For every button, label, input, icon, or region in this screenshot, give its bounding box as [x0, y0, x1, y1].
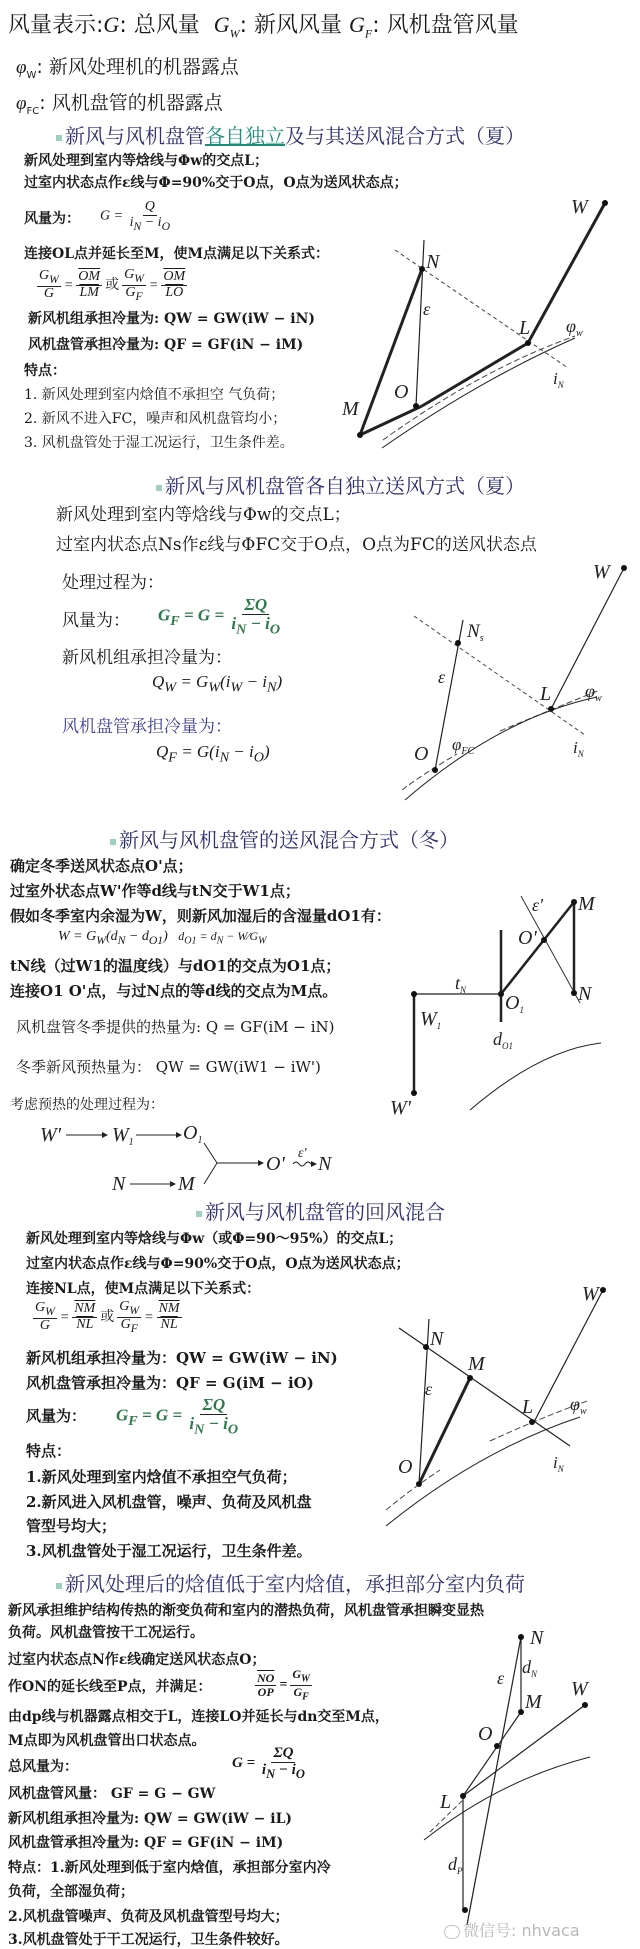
symbol-gf-sub: F	[364, 26, 373, 41]
svg-text:W: W	[593, 561, 610, 583]
s5-line: 特点：1.新风处理到低于室内焓值，承担部分室内冷	[8, 1860, 331, 1876]
s1-line: 连接OL点并延长至M，使M点满足以下关系式：	[24, 246, 330, 262]
s4-line: 2.新风进入风机盘管，噪声、负荷及风机盘	[26, 1493, 312, 1511]
s1-line: 新风处理到室内等焓线与Φw的交点L；	[24, 153, 269, 169]
phi-w-desc: : 新风处理机的机器露点	[36, 56, 239, 78]
s4-line: 管型号均大；	[26, 1517, 117, 1535]
svg-text:φw: $\varphi_w$	[585, 681, 602, 704]
s2-formula-qf: $Q_F = G(i_N - i_O)$	[156, 742, 270, 766]
svg-text:iN: $i_N$	[553, 1453, 564, 1474]
legend-prefix: 风量表示:	[8, 13, 104, 38]
svg-text:N: N	[578, 983, 592, 1005]
svg-text:dO1: $d_{O1}$	[493, 1029, 513, 1051]
title-text: 新风与风机盘管各自独立送风方式（夏）	[165, 474, 525, 498]
phi-symbol: φ	[16, 57, 27, 78]
s1-label: 风量为：	[24, 211, 80, 227]
symbol-gf: G	[349, 12, 365, 37]
svg-text:N: N	[430, 1328, 444, 1350]
s5-line: 由dp线与机器露点相交于L，连接LO并延长与dn交至M点，	[8, 1709, 389, 1725]
s1-line: 风机盘管承担冷量为: QF = GF(iN − iM)	[28, 337, 304, 353]
svg-text:L: L	[540, 683, 552, 705]
title-text: 新风处理后的焓值低于室内焓值，承担部分室内负荷	[65, 1572, 525, 1596]
svg-text:φw: $\varphi_w$	[566, 316, 583, 339]
title-text: 新风与风机盘管的送风混合方式（冬）	[119, 828, 459, 852]
svg-text:N: N	[426, 251, 440, 273]
s2-label: 风量为：	[62, 611, 130, 631]
svg-text:M: M	[342, 398, 359, 420]
s1-line: 新风机组承担冷量为: QW = GW(iW − iN)	[28, 311, 315, 327]
svg-text:O': O'	[266, 1153, 285, 1175]
s5-line: 风机盘管承担冷量为: QF = GF(iN − iM)	[8, 1835, 284, 1851]
legend-gf-desc: : 风机盘管风量	[372, 13, 519, 38]
s4-ratio-formula: $\frac{G_W}{G}$ = $\frac{\overline{NM}}{NL}$ 或 $\frac{G_W}{G_F}$ = $\frac{\overline{NM}}{NL}$	[35, 1299, 180, 1335]
svg-text:M: M	[525, 1691, 542, 1713]
svg-text:O1: $O_1$	[183, 1122, 203, 1146]
svg-text:ε': ε'	[532, 895, 543, 915]
svg-text:L: L	[522, 1396, 534, 1418]
svg-text:O: O	[414, 743, 429, 765]
s4-formula-gf: $G_F = G$ = $\frac{\Sigma Q}{i_N - i_O}$	[116, 1395, 239, 1438]
s5-label: 总风量为：	[8, 1759, 78, 1775]
svg-text:tN: $t_N$	[455, 973, 467, 995]
s5-line: 风机盘管风量： GF = G − GW	[8, 1786, 216, 1802]
legend-gw-desc: : 新风风量	[239, 13, 343, 38]
s5-line: 作ON的延长线至P点，并满足：	[8, 1679, 212, 1695]
s4-line: 新风处理到室内等焓线与Φw（或Φ=90～95%）的交点L；	[26, 1231, 403, 1247]
svg-text:L: L	[440, 1791, 452, 1813]
s5-line: 负荷，全部湿负荷；	[8, 1884, 134, 1900]
svg-text:iN: $i_N$	[573, 738, 584, 759]
svg-text:ε: ε	[497, 1668, 505, 1688]
svg-text:ε: ε	[423, 299, 431, 319]
s2-formula-qw: $Q_W = G_W(i_W - i_N)$	[152, 672, 283, 696]
svg-text:O: O	[398, 1456, 413, 1478]
svg-text:ε: ε	[425, 1379, 433, 1399]
s3-line: 过室外状态点W'作等d线与tN交于W1点；	[10, 882, 300, 900]
svg-text:dN: $d_N$	[522, 1657, 538, 1679]
s2-formula-gf: $G_F = G$ = $\frac{\Sigma Q}{i_N - i_O}$	[158, 595, 281, 638]
title-text: 新风与风机盘管	[65, 124, 205, 148]
s1-formula-g: G = $\frac{Q}{i_N - i_O}$	[100, 199, 170, 233]
s5-line: M点即为风机盘管出口状态点。	[8, 1733, 206, 1749]
svg-text:Ns: $N_s$	[467, 621, 484, 644]
s1-line: 3. 风机盘管处于湿工况运行，卫生条件差。	[24, 435, 294, 451]
svg-text:ε: ε	[438, 667, 446, 687]
watermark	[444, 1918, 580, 1941]
s5-formula-g: G = $\frac{\Sigma Q}{i_N - i_O}$	[232, 1745, 305, 1781]
svg-text:N: N	[318, 1153, 332, 1175]
s4-line: 风机盘管承担冷量为：QF = G(iM − iO)	[26, 1374, 314, 1392]
title-text: 及与其送风混合方式（夏）	[285, 124, 525, 148]
s4-line: 连接NL点，使M点满足以下关系式：	[26, 1281, 261, 1297]
svg-text:ε': ε'	[298, 1146, 307, 1161]
legend-g-desc: : 总风量	[119, 13, 200, 38]
title-highlight-link[interactable]: 各自独立	[205, 124, 285, 148]
svg-text:W: W	[582, 1283, 599, 1305]
svg-text:W: W	[571, 1678, 588, 1700]
svg-text:O': O'	[518, 927, 537, 949]
svg-text:φFC: $\varphi_{FC}$	[452, 735, 475, 757]
s5-line: 新风机组承担冷量为: QW = GW(iW − iL)	[8, 1811, 293, 1827]
s3-line: 假如冬季室内余湿为W，则新风加湿后的含湿量dO1有：	[10, 907, 391, 925]
s4-line: 过室内状态点作ε线与Φ=90%交于O点，O点为送风状态点；	[26, 1256, 410, 1272]
svg-text:M: M	[178, 1173, 195, 1195]
svg-text:W': W'	[390, 1097, 411, 1119]
s1-line: 特点：	[24, 363, 66, 379]
phi-w-sub: W	[26, 69, 37, 81]
svg-text:N: N	[530, 1627, 544, 1649]
svg-text:O: O	[478, 1723, 493, 1745]
s3-line: tN线（过W1的温度线）与dO1的交点为O1点；	[10, 957, 341, 975]
svg-text:O1: $O_1$	[505, 992, 524, 1015]
symbol-g: G	[103, 12, 120, 37]
s3-line: 风机盘管冬季提供的热量为: Q = GF(iM − iN)	[16, 1018, 335, 1036]
s1-line: 过室内状态点作ε线与Φ=90%交于O点，O点为送风状态点；	[24, 175, 408, 191]
s2-line: 风机盘管承担冷量为：	[62, 717, 232, 737]
svg-text:dP: $d_P$	[448, 1854, 463, 1876]
svg-text:W': W'	[40, 1124, 61, 1146]
svg-text:M: M	[468, 1353, 485, 1375]
s3-line: 确定冬季送风状态点O'点；	[10, 857, 193, 875]
svg-text:W1: $W_1$	[112, 1124, 134, 1148]
svg-text:M: M	[578, 893, 595, 915]
watermark-text: 微信号: nhvaca	[463, 1921, 580, 1940]
s1-ratio-formula: $\frac{G_W}{G}$ = $\frac{\overline{OM}}{LM}$ 或 $\frac{G_W}{G_F}$ = $\frac{\overline{OM}}{LO}$	[39, 267, 186, 303]
svg-text:W: W	[571, 196, 588, 218]
svg-text:L: L	[519, 317, 531, 339]
s5-line: 过室内状态点N作ε线确定送风状态点O；	[8, 1652, 266, 1668]
s5-line: 2.风机盘管噪声、负荷及风机盘管型号均大；	[8, 1909, 289, 1925]
s3-line: 考虑预热的处理过程为：	[10, 1097, 164, 1113]
s4-line: 新风机组承担冷量为：QW = GW(iW − iN)	[26, 1349, 338, 1367]
s3-formula-w: $W = G_W(d_N - d_{O1}) d_{O1} = d_N$ − $W⁄G_W$	[58, 929, 267, 947]
s2-line: 处理过程为：	[62, 573, 164, 593]
svg-text:φw: $\varphi_w$	[570, 1394, 587, 1417]
s3-line: 连接O1 O'点，与过N点的等d线的交点为M点。	[10, 982, 338, 1000]
phi-symbol: φ	[16, 93, 27, 114]
symbol-gw: G	[213, 12, 230, 37]
svg-text:iN: $i_N$	[553, 369, 564, 390]
s4-line: 特点：	[26, 1442, 72, 1460]
svg-text:N: N	[112, 1173, 126, 1195]
s1-line: 1. 新风处理到室内焓值不承担空 气负荷；	[24, 387, 285, 403]
s2-line: 过室内状态点Ns作ε线与ΦFC交于O点，O点为FC的送风状态点	[56, 535, 537, 555]
s2-line: 新风处理到室内等焓线与Φw的交点L；	[56, 505, 351, 525]
s5-line: 3.风机盘管处于干工况运行，卫生条件较好。	[8, 1932, 289, 1948]
s5-line: 新风承担维护结构传热的渐变负荷和室内的潜热负荷，风机盘管承担瞬变显热	[8, 1603, 484, 1619]
s5-line: 负荷。风机盘管按干工况运行。	[8, 1625, 204, 1641]
svg-text:O: O	[394, 381, 409, 403]
s4-line: 3.风机盘管处于湿工况运行，卫生条件差。	[26, 1542, 312, 1560]
wechat-icon	[444, 1925, 460, 1939]
s1-line: 2. 新风不进入FC，噪声和风机盘管均小；	[24, 411, 287, 427]
phi-fc-desc: : 风机盘管的机器露点	[39, 92, 223, 114]
symbol-gw-sub: W	[229, 26, 240, 41]
s4-line: 1.新风处理到室内焓值不承担空气负荷；	[26, 1468, 297, 1486]
svg-text:W1: $W_1$	[420, 1008, 442, 1031]
phi-fc-sub: FC	[26, 105, 40, 117]
s5-ratio-formula: $\frac{\overline{NO}}{OP}$ = $\frac{G_W}{G_F}$	[257, 1667, 310, 1703]
s2-line: 新风机组承担冷量为：	[62, 648, 232, 668]
title-text: 新风与风机盘管的回风混合	[205, 1200, 445, 1224]
s3-line: 冬季新风预热量为： QW = GW(iW1 − iW')	[16, 1058, 321, 1076]
s4-label: 风量为：	[26, 1407, 87, 1425]
